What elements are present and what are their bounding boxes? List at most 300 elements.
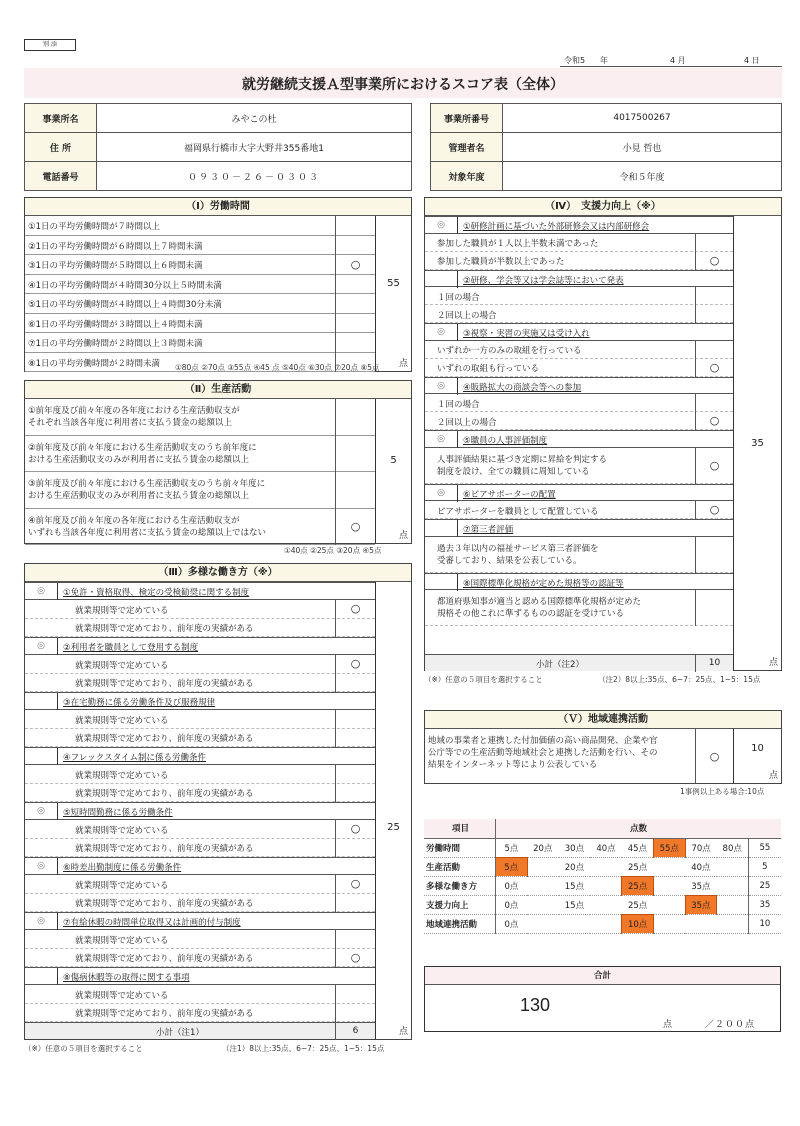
criterion-text: ⑥1日の平均労働時間が３時間以上４時間未満	[28, 319, 203, 330]
scoring-legend: ①40点 ②25点 ③20点 ④5点	[284, 546, 382, 555]
summary-row	[424, 914, 781, 933]
option-text: 就業規則等で定めている	[75, 990, 169, 1001]
total-max: ／２００点	[705, 1020, 756, 1030]
score-column	[375, 216, 411, 371]
selection-mark[interactable]: ◎	[25, 583, 58, 600]
score-option-cell: 40点	[685, 857, 717, 876]
score-option-cell	[653, 876, 685, 895]
item-group-header	[25, 912, 375, 930]
check-cell[interactable]	[335, 1004, 375, 1023]
check-cell[interactable]	[695, 341, 733, 359]
score-option-cell: 0点	[495, 876, 527, 895]
option-text: 就業規則等で定めている	[75, 605, 169, 616]
section-score: 5	[390, 455, 397, 466]
option-text	[437, 596, 641, 620]
office-info-right	[430, 103, 782, 191]
total-score: 130	[520, 995, 551, 1015]
item-group-title: ③視察・実習の実施又は受け入れ	[463, 329, 590, 339]
item-group-title: ⑧国際標準化規格が定めた規格等の認証等	[463, 578, 624, 589]
item-group-header	[25, 747, 375, 765]
item-group-header	[25, 637, 375, 655]
item-group-header	[25, 692, 375, 710]
option-row	[425, 252, 733, 270]
criterion-row	[25, 333, 375, 353]
selection-mark[interactable]: ◎	[25, 913, 58, 930]
summary-row	[424, 838, 781, 857]
check-cell[interactable]: ○	[335, 600, 375, 619]
option-text: 参加した職員が１人以上半数未満であった	[437, 239, 599, 249]
selected-score-cell: 5点	[495, 857, 527, 876]
check-cell[interactable]	[335, 930, 375, 949]
score-option-cell	[590, 895, 622, 914]
score-option-cell: 0点	[495, 895, 527, 914]
selection-mark[interactable]	[25, 748, 58, 765]
summary-row-label: 地域連携活動	[424, 914, 495, 933]
item-group-header	[425, 430, 733, 448]
item-group-header	[425, 484, 733, 502]
check-cell[interactable]	[335, 216, 375, 236]
option-row	[25, 674, 375, 693]
criterion-text: ①1日の平均労働時間が７時間以上	[28, 222, 161, 232]
selection-mark[interactable]	[25, 693, 58, 710]
score-option-cell	[653, 895, 685, 914]
score-option-cell	[590, 914, 622, 933]
text-line: 都道府県知事が適当と認める国際標準化規格が定めた	[437, 597, 642, 607]
text-line: それぞれ当該各年度に利用者に支払う賃金の総額以上	[28, 418, 233, 428]
info-value: みやこの杜	[97, 104, 412, 133]
option-row	[25, 839, 375, 858]
check-cell[interactable]	[335, 674, 375, 693]
score-option-cell	[717, 876, 749, 895]
office-info-left	[24, 103, 412, 191]
selection-mark[interactable]: ◎	[425, 431, 458, 448]
criterion-row	[25, 314, 375, 334]
item-group-title: ⑧傷病休暇等の取得に関する事項	[63, 973, 190, 983]
option-text: 就業規則等で定めている	[75, 880, 169, 891]
item-group-header	[425, 519, 733, 537]
option-text: 就業規則等で定めており、前年度の実績がある	[75, 734, 254, 745]
check-cell[interactable]	[335, 333, 375, 353]
option-text	[437, 454, 607, 478]
scoring-legend: ①80点 ②70点 ③55点 ④45 点 ⑤40点 ⑥30点 ⑦20点 ⑧5点	[175, 363, 380, 372]
score-column	[375, 399, 411, 543]
section-production-activity	[24, 380, 412, 544]
item-group-header	[25, 967, 375, 985]
criterion-row	[25, 436, 375, 473]
option-text: ２回以上の場合	[437, 310, 497, 321]
section-support-improvement	[424, 197, 782, 671]
option-text: 就業規則等で定めており、前年度の実績がある	[75, 789, 254, 800]
score-option-cell	[717, 895, 749, 914]
section-score: 55	[387, 278, 400, 289]
subtotal-value: 6	[335, 1023, 375, 1040]
option-row	[425, 341, 733, 359]
header-points: 点数	[495, 819, 781, 838]
option-row	[25, 1004, 375, 1023]
subtotal-note: （注2）8以上:35点、6~7：25点、1~5：15点	[598, 675, 761, 684]
check-cell[interactable]	[335, 399, 375, 436]
check-cell[interactable]	[335, 784, 375, 803]
criterion-text	[28, 515, 266, 539]
attachment-stamp: 別 添	[24, 39, 76, 51]
check-cell[interactable]	[335, 894, 375, 913]
item-group-title: ⑥時差出勤制度に係る労働条件	[63, 863, 182, 873]
option-text	[437, 543, 599, 567]
check-cell[interactable]	[335, 729, 375, 748]
section-title: （Ⅳ） 支援力向上（※）	[425, 198, 781, 216]
option-text: いずれか一方のみの取組を行っている	[437, 346, 582, 356]
criterion-row	[25, 216, 375, 236]
check-cell[interactable]: ○	[695, 448, 733, 484]
section-title: （Ⅲ）多様な働き方（※）	[25, 564, 411, 582]
summary-row-total: 25	[748, 876, 781, 895]
option-text: 就業規則等で定めており、前年度の実績がある	[75, 1009, 254, 1020]
text-line: おける生産活動収支のみが利用者に支払う賃金の総額以上	[28, 454, 250, 465]
criterion-text	[28, 442, 257, 466]
date-era-year: 令和5	[564, 56, 586, 65]
option-text: 参加した職員が半数以上であった	[437, 257, 565, 267]
check-cell[interactable]: ○	[335, 509, 375, 546]
item-group-title: ⑦有給休暇の時間単位取得又は計画的付与制度	[63, 918, 241, 928]
check-cell[interactable]: ○	[695, 501, 733, 519]
score-column	[375, 582, 411, 1039]
option-text: 就業規則等で定めており、前年度の実績がある	[75, 899, 254, 910]
check-cell[interactable]	[335, 710, 375, 729]
summary-row-label: 支援力向上	[424, 895, 495, 914]
summary-row-total: 10	[748, 914, 781, 933]
item-group-title: ②利用者を職員として登用する制度	[63, 643, 199, 653]
text-line: 地域の事業者と連携した付加価値の高い商品開発、企業や官	[428, 736, 658, 746]
point-unit: 点	[398, 359, 408, 369]
check-cell[interactable]: ○	[695, 359, 733, 377]
text-line: 公庁等での生産活動等地域社会と連携した活動を行い、その	[428, 748, 658, 758]
option-row	[425, 394, 733, 412]
date-year-label: 年	[600, 56, 608, 65]
text-line: 制度を設け、全ての職員に周知している	[437, 466, 590, 477]
score-option-cell: 15点	[559, 876, 591, 895]
grand-total-box	[424, 966, 781, 1032]
item-group-header	[425, 270, 733, 288]
option-row	[25, 765, 375, 784]
option-text: ２回以上の場合	[437, 417, 497, 428]
option-row	[25, 930, 375, 949]
section-title: （Ｖ）地域連携活動	[425, 711, 781, 729]
selection-mark[interactable]	[425, 271, 458, 288]
info-label: 電話番号	[25, 162, 97, 191]
item-group-title: ⑦第三者評価	[463, 525, 514, 535]
criterion-text: ④1日の平均労働時間が４時間30分以上５時間未満	[28, 280, 222, 291]
option-text: 就業規則等で定めている	[75, 825, 169, 836]
info-label: 対象年度	[431, 162, 503, 191]
option-row	[25, 875, 375, 894]
check-cell[interactable]: ○	[695, 412, 733, 430]
info-value: 4017500267	[503, 104, 782, 133]
item-group-title: ④販路拡大の商談会等への参加	[463, 382, 582, 393]
option-text: ピアサポーターを職員として配置している	[437, 506, 599, 517]
option-row	[25, 710, 375, 729]
info-value: 福岡県行橋市大字大野井355番地1	[97, 133, 412, 162]
check-cell[interactable]	[695, 305, 733, 323]
section-diverse-work-styles	[24, 563, 412, 1040]
date-day: 4 日	[744, 56, 760, 65]
score-option-cell	[590, 876, 622, 895]
text-line: 規格その他これに準ずるものの認証を受けている	[437, 609, 625, 619]
criterion-row	[25, 399, 375, 436]
selected-score-cell: 55点	[653, 838, 685, 857]
check-cell[interactable]	[695, 394, 733, 412]
option-row	[25, 949, 375, 968]
text-line: ①前年度及び前々年度の各年度における生産活動収支が	[28, 406, 240, 416]
section-score: 10	[751, 743, 764, 754]
text-line: 人事評価結果に基づき定期に昇給を判定する	[437, 454, 608, 465]
info-value: 小見 哲也	[503, 133, 782, 162]
criterion-text	[28, 405, 240, 429]
summary-row	[424, 857, 781, 876]
score-column	[733, 216, 781, 670]
option-row	[425, 287, 733, 305]
text-line: おける生産活動収支のみが利用者に支払う賃金の総額以上	[28, 491, 250, 501]
summary-row-total: 35	[748, 895, 781, 914]
scoring-legend: 1事例以上ある場合:10点	[680, 787, 765, 796]
check-cell[interactable]	[335, 294, 375, 314]
option-row	[425, 448, 733, 484]
item-group-title: ①研修計画に基づいた外部研修会又は内部研修会	[463, 222, 650, 232]
check-cell[interactable]: ○	[335, 949, 375, 968]
summary-row-total: 5	[748, 857, 781, 876]
summary-row-label: 労働時間	[424, 838, 495, 857]
header-item: 項目	[424, 819, 495, 838]
criterion-text: ⑦1日の平均労働時間が２時間以上３時間未満	[28, 339, 203, 349]
option-row	[25, 655, 375, 674]
total-unit: 点	[663, 1020, 673, 1030]
check-cell[interactable]	[335, 472, 375, 509]
check-cell[interactable]	[335, 839, 375, 858]
score-option-cell: 20点	[559, 857, 591, 876]
score-option-cell: 15点	[559, 895, 591, 914]
criterion-text: ②1日の平均労働時間が６時間以上７時間未満	[28, 241, 203, 252]
score-option-cell: 70点	[685, 838, 717, 857]
score-option-cell: 30点	[559, 838, 591, 857]
section-score: 35	[751, 438, 764, 449]
item-group-title: ②研修、学会等又は学会誌等において発表	[463, 275, 624, 286]
text-line: 受審しており、結果を公表している。	[437, 555, 582, 566]
criterion-text: ⑧1日の平均労働時間が２時間未満	[28, 358, 161, 369]
subtotal-label: 小計（注2）	[536, 660, 584, 670]
score-option-cell: 25点	[622, 895, 654, 914]
item-group-title: ③在宅勤務に係る労働条件及び服務規律	[63, 698, 216, 708]
check-cell[interactable]: ○	[695, 252, 733, 270]
score-option-cell	[527, 914, 559, 933]
option-text: 就業規則等で定めている	[75, 935, 169, 946]
criterion-text: ③1日の平均労働時間が５時間以上６時間未満	[28, 261, 203, 271]
item-group-header	[425, 216, 733, 234]
selection-mark[interactable]: ◎	[25, 858, 58, 875]
check-cell[interactable]	[335, 314, 375, 334]
check-cell[interactable]	[695, 287, 733, 305]
option-row	[425, 412, 733, 430]
info-label: 管理者名	[431, 133, 503, 162]
score-option-cell	[527, 876, 559, 895]
text-line: ③前年度及び前々年度における生産活動収支のうち前々年度に	[28, 479, 266, 489]
option-row	[25, 784, 375, 803]
check-cell[interactable]	[695, 234, 733, 252]
option-text: 就業規則等で定めており、前年度の実績がある	[75, 624, 254, 635]
summary-row-label: 生産活動	[424, 857, 495, 876]
text-line: 結果をインターネット等により公表している	[428, 760, 598, 770]
option-text: １回の場合	[437, 399, 480, 410]
option-row	[25, 985, 375, 1004]
page-title: 就労継続支援Ａ型事業所におけるスコア表（全体）	[242, 77, 564, 93]
selection-mark[interactable]	[425, 520, 458, 537]
check-cell[interactable]	[335, 236, 375, 256]
score-option-cell: 45点	[622, 838, 654, 857]
subtotal-note: （注1）8以上:35点、6~7：25点、1~5：15点	[222, 1044, 385, 1053]
selection-mark[interactable]: ◎	[25, 803, 58, 820]
check-cell[interactable]	[695, 590, 733, 626]
check-cell[interactable]	[335, 275, 375, 295]
check-cell[interactable]	[335, 765, 375, 784]
selection-mark[interactable]: ◎	[25, 638, 58, 655]
selection-mark[interactable]: ◎	[425, 217, 458, 234]
info-label: 住 所	[25, 133, 97, 162]
text-line: ②前年度及び前々年度における生産活動収支のうち前年度に	[28, 442, 257, 453]
item-group-title: ⑥ピアサポーターの配置	[463, 489, 556, 500]
selected-score-cell: 25点	[622, 876, 654, 895]
score-option-cell	[717, 857, 749, 876]
section-working-hours	[24, 197, 412, 372]
option-text: 就業規則等で定めている	[75, 660, 169, 671]
selection-mark[interactable]: ◎	[425, 324, 458, 341]
criterion-row	[25, 294, 375, 314]
selection-mark[interactable]: ◎	[425, 378, 458, 395]
text-line: 過去３年以内の福祉サービス第三者評価を	[437, 543, 599, 554]
selection-mark[interactable]: ◎	[425, 485, 458, 502]
option-row	[425, 537, 733, 573]
check-cell[interactable]: ○	[335, 820, 375, 839]
section-score: 25	[387, 822, 400, 833]
option-row	[25, 729, 375, 748]
info-label: 事業所番号	[431, 104, 503, 133]
option-row	[25, 820, 375, 839]
item-group-header	[425, 573, 733, 591]
title-band	[24, 68, 782, 98]
check-cell[interactable]	[695, 537, 733, 573]
section-regional-collaboration	[424, 710, 782, 784]
option-row	[425, 305, 733, 323]
subtotal-row	[425, 654, 733, 671]
option-row	[25, 600, 375, 619]
score-column	[733, 729, 781, 783]
subtotal-label: 小計（注1）	[156, 1028, 204, 1038]
summary-row	[424, 876, 781, 895]
option-text: 就業規則等で定めており、前年度の実績がある	[75, 844, 254, 855]
date-line	[560, 53, 782, 67]
item-group-header	[425, 323, 733, 341]
item-group-header	[25, 802, 375, 820]
text-line: ④前年度及び前々年度の各年度における生産活動収支が	[28, 515, 240, 526]
score-option-cell: 5点	[495, 838, 527, 857]
selection-mark[interactable]	[25, 968, 58, 985]
score-option-cell	[590, 857, 622, 876]
text-line: いずれも当該各年度に利用者に支払う賃金の総額以上ではない	[28, 527, 267, 538]
option-row	[425, 590, 733, 626]
score-option-cell	[653, 857, 685, 876]
score-option-cell	[717, 914, 749, 933]
subtotal-value: 10	[695, 655, 733, 672]
criterion-row	[25, 255, 375, 275]
selection-note: （※）任意の５項目を選択すること	[424, 675, 543, 684]
point-unit: 点	[398, 531, 408, 541]
criterion-row	[25, 275, 375, 295]
criterion-row	[25, 236, 375, 256]
score-summary-table	[424, 819, 781, 934]
option-row	[425, 359, 733, 377]
subtotal-row	[25, 1022, 375, 1039]
item-group-header	[25, 582, 375, 600]
info-value: 令和５年度	[503, 162, 782, 191]
option-text: １回の場合	[437, 292, 480, 303]
item-group-header	[25, 857, 375, 875]
score-option-cell: 25点	[622, 857, 654, 876]
score-option-cell	[653, 914, 685, 933]
total-label: 合計	[425, 967, 780, 985]
option-text: 就業規則等で定めており、前年度の実績がある	[75, 954, 254, 965]
item-group-title: ④フレックスタイム制に係る労働条件	[63, 753, 206, 763]
option-text: 就業規則等で定めている	[75, 715, 169, 726]
selected-score-cell: 35点	[685, 895, 717, 914]
check-cell[interactable]	[335, 985, 375, 1004]
option-row	[425, 501, 733, 519]
criterion-row	[25, 509, 375, 546]
criterion-row	[25, 472, 375, 509]
summary-row-total: 55	[748, 838, 781, 857]
option-text: 就業規則等で定めている	[75, 770, 169, 781]
criterion-text	[28, 478, 265, 502]
option-row	[25, 619, 375, 638]
item-group-title: ⑤短時間勤務に係る労働条件	[63, 808, 173, 818]
summary-row	[424, 895, 781, 914]
check-cell[interactable]	[335, 619, 375, 638]
summary-row-label: 多様な働き方	[424, 876, 495, 895]
score-option-cell: 20点	[527, 838, 559, 857]
point-unit: 点	[768, 771, 778, 781]
option-text: いずれの取組も行っている	[437, 364, 540, 374]
info-label: 事業所名	[25, 104, 97, 133]
option-text: 就業規則等で定めており、前年度の実績がある	[75, 679, 254, 690]
selected-score-cell: 10点	[622, 914, 654, 933]
score-option-cell	[685, 914, 717, 933]
selection-mark[interactable]	[425, 574, 458, 591]
score-option-cell	[527, 857, 559, 876]
check-cell[interactable]: ○	[335, 655, 375, 674]
check-cell[interactable]	[335, 436, 375, 473]
option-row	[425, 234, 733, 252]
criterion-text: ⑤1日の平均労働時間が４時間以上４時間30分未満	[28, 300, 222, 310]
score-option-cell	[559, 914, 591, 933]
check-mark: ○	[695, 729, 733, 784]
item-group-header	[425, 377, 733, 395]
point-unit: 点	[398, 1027, 408, 1037]
check-cell[interactable]: ○	[335, 875, 375, 894]
regional-activity-text	[428, 735, 658, 771]
section-title: （Ⅱ）生産活動	[25, 381, 411, 399]
score-option-cell: 0点	[495, 914, 527, 933]
score-option-cell: 35点	[685, 876, 717, 895]
info-value: ０９３０－２６－０３０３	[97, 162, 412, 191]
date-month: 4 月	[670, 56, 686, 65]
point-unit: 点	[768, 658, 778, 668]
check-cell[interactable]: ○	[335, 255, 375, 275]
